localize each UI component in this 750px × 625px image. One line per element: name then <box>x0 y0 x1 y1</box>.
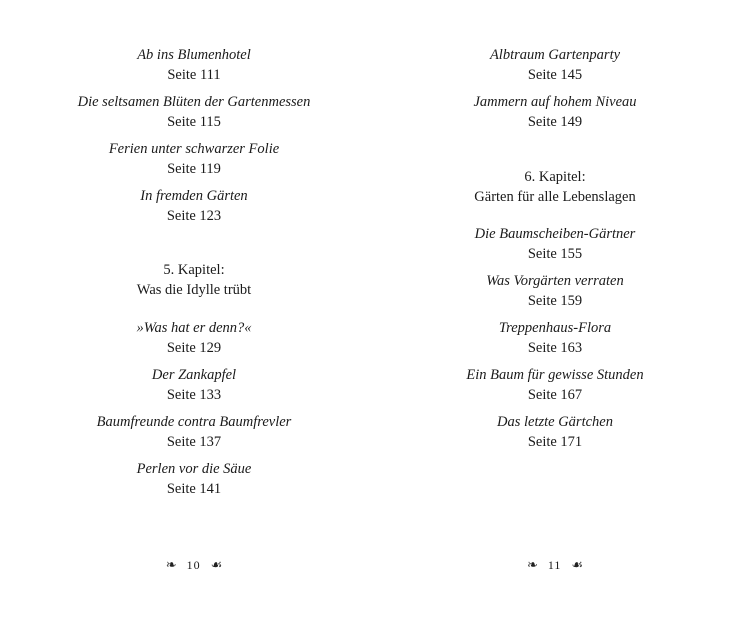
page-number-footer <box>134 557 254 572</box>
chapter-number: 5. Kapitel: <box>163 262 225 278</box>
toc-entry-title: Perlen vor die Säue <box>136 461 252 477</box>
toc-entry <box>44 318 344 358</box>
toc-entry-title: Albtraum Gartenparty <box>489 47 621 63</box>
toc-entry <box>405 318 705 358</box>
toc-entry-page: Seite 115 <box>167 114 221 130</box>
toc-entry-title: Der Zankapfel <box>151 367 237 383</box>
toc-entry-page: Seite 111 <box>167 67 221 83</box>
toc-entry-page: Seite 149 <box>527 114 583 130</box>
toc-entry <box>405 45 705 85</box>
chapter-number: 6. Kapitel: <box>524 169 586 185</box>
toc-entry-title: In fremden Gärten <box>140 188 248 204</box>
toc-entry-page: Seite 171 <box>527 434 583 450</box>
toc-entry-title: »Was hat er denn?« <box>136 320 252 336</box>
right-page <box>375 0 750 625</box>
toc-entry <box>405 224 705 264</box>
toc-entry-page: Seite 159 <box>527 293 583 309</box>
toc-entry-page: Seite 155 <box>527 246 583 262</box>
toc-entry-title: Jammern auf hohem Niveau <box>473 94 637 110</box>
toc-entry-page: Seite 163 <box>527 340 583 356</box>
toc-entry-page: Seite 167 <box>527 387 583 403</box>
toc-entry-title: Die seltsamen Blüten der Gartenmessen <box>77 94 311 110</box>
toc-entry-title: Ab ins Blumenhotel <box>137 47 251 63</box>
toc-entry-page: Seite 133 <box>166 387 222 403</box>
toc-entry-title: Das letzte Gärtchen <box>497 414 613 430</box>
toc-entry-page: Seite 129 <box>166 340 222 356</box>
page-number: 10 <box>186 558 201 573</box>
fleuron-right-icon: ☙ <box>210 557 223 573</box>
toc-entry <box>44 92 344 132</box>
toc-entry-title: Was Vorgärten verraten <box>486 273 624 289</box>
toc-entry <box>405 365 705 405</box>
toc-entry-page: Seite 145 <box>527 67 583 83</box>
toc-entry-page: Seite 123 <box>166 208 222 224</box>
toc-entry-page: Seite 119 <box>167 161 221 177</box>
chapter-heading <box>405 167 705 207</box>
toc-entry <box>44 459 344 499</box>
toc-entry <box>44 412 344 452</box>
page-number: 11 <box>547 558 562 573</box>
toc-entry-page: Seite 137 <box>166 434 222 450</box>
fleuron-right-icon: ☙ <box>571 557 584 573</box>
toc-entry-title: Ferien unter schwarzer Folie <box>108 141 280 157</box>
chapter-heading <box>44 260 344 300</box>
chapter-title: Was die Idylle trübt <box>136 282 252 298</box>
toc-entry <box>44 139 344 179</box>
toc-entry-title: Ein Baum für gewisse Stunden <box>466 367 644 383</box>
toc-entry <box>405 271 705 311</box>
fleuron-left-icon: ❧ <box>165 557 177 573</box>
toc-entry-title: Treppenhaus-Flora <box>498 320 612 336</box>
toc-entry-title: Die Baumscheiben-Gärtner <box>474 226 636 242</box>
fleuron-left-icon: ❧ <box>526 557 538 573</box>
toc-entry <box>405 92 705 132</box>
toc-entry <box>44 45 344 85</box>
page-number-footer <box>495 557 615 572</box>
toc-entry <box>405 412 705 452</box>
toc-entry-title: Baumfreunde contra Baumfrevler <box>96 414 292 430</box>
toc-entry <box>44 365 344 405</box>
toc-entry <box>44 186 344 226</box>
toc-entry-page: Seite 141 <box>166 481 222 497</box>
chapter-title: Gärten für alle Lebenslagen <box>474 189 636 205</box>
